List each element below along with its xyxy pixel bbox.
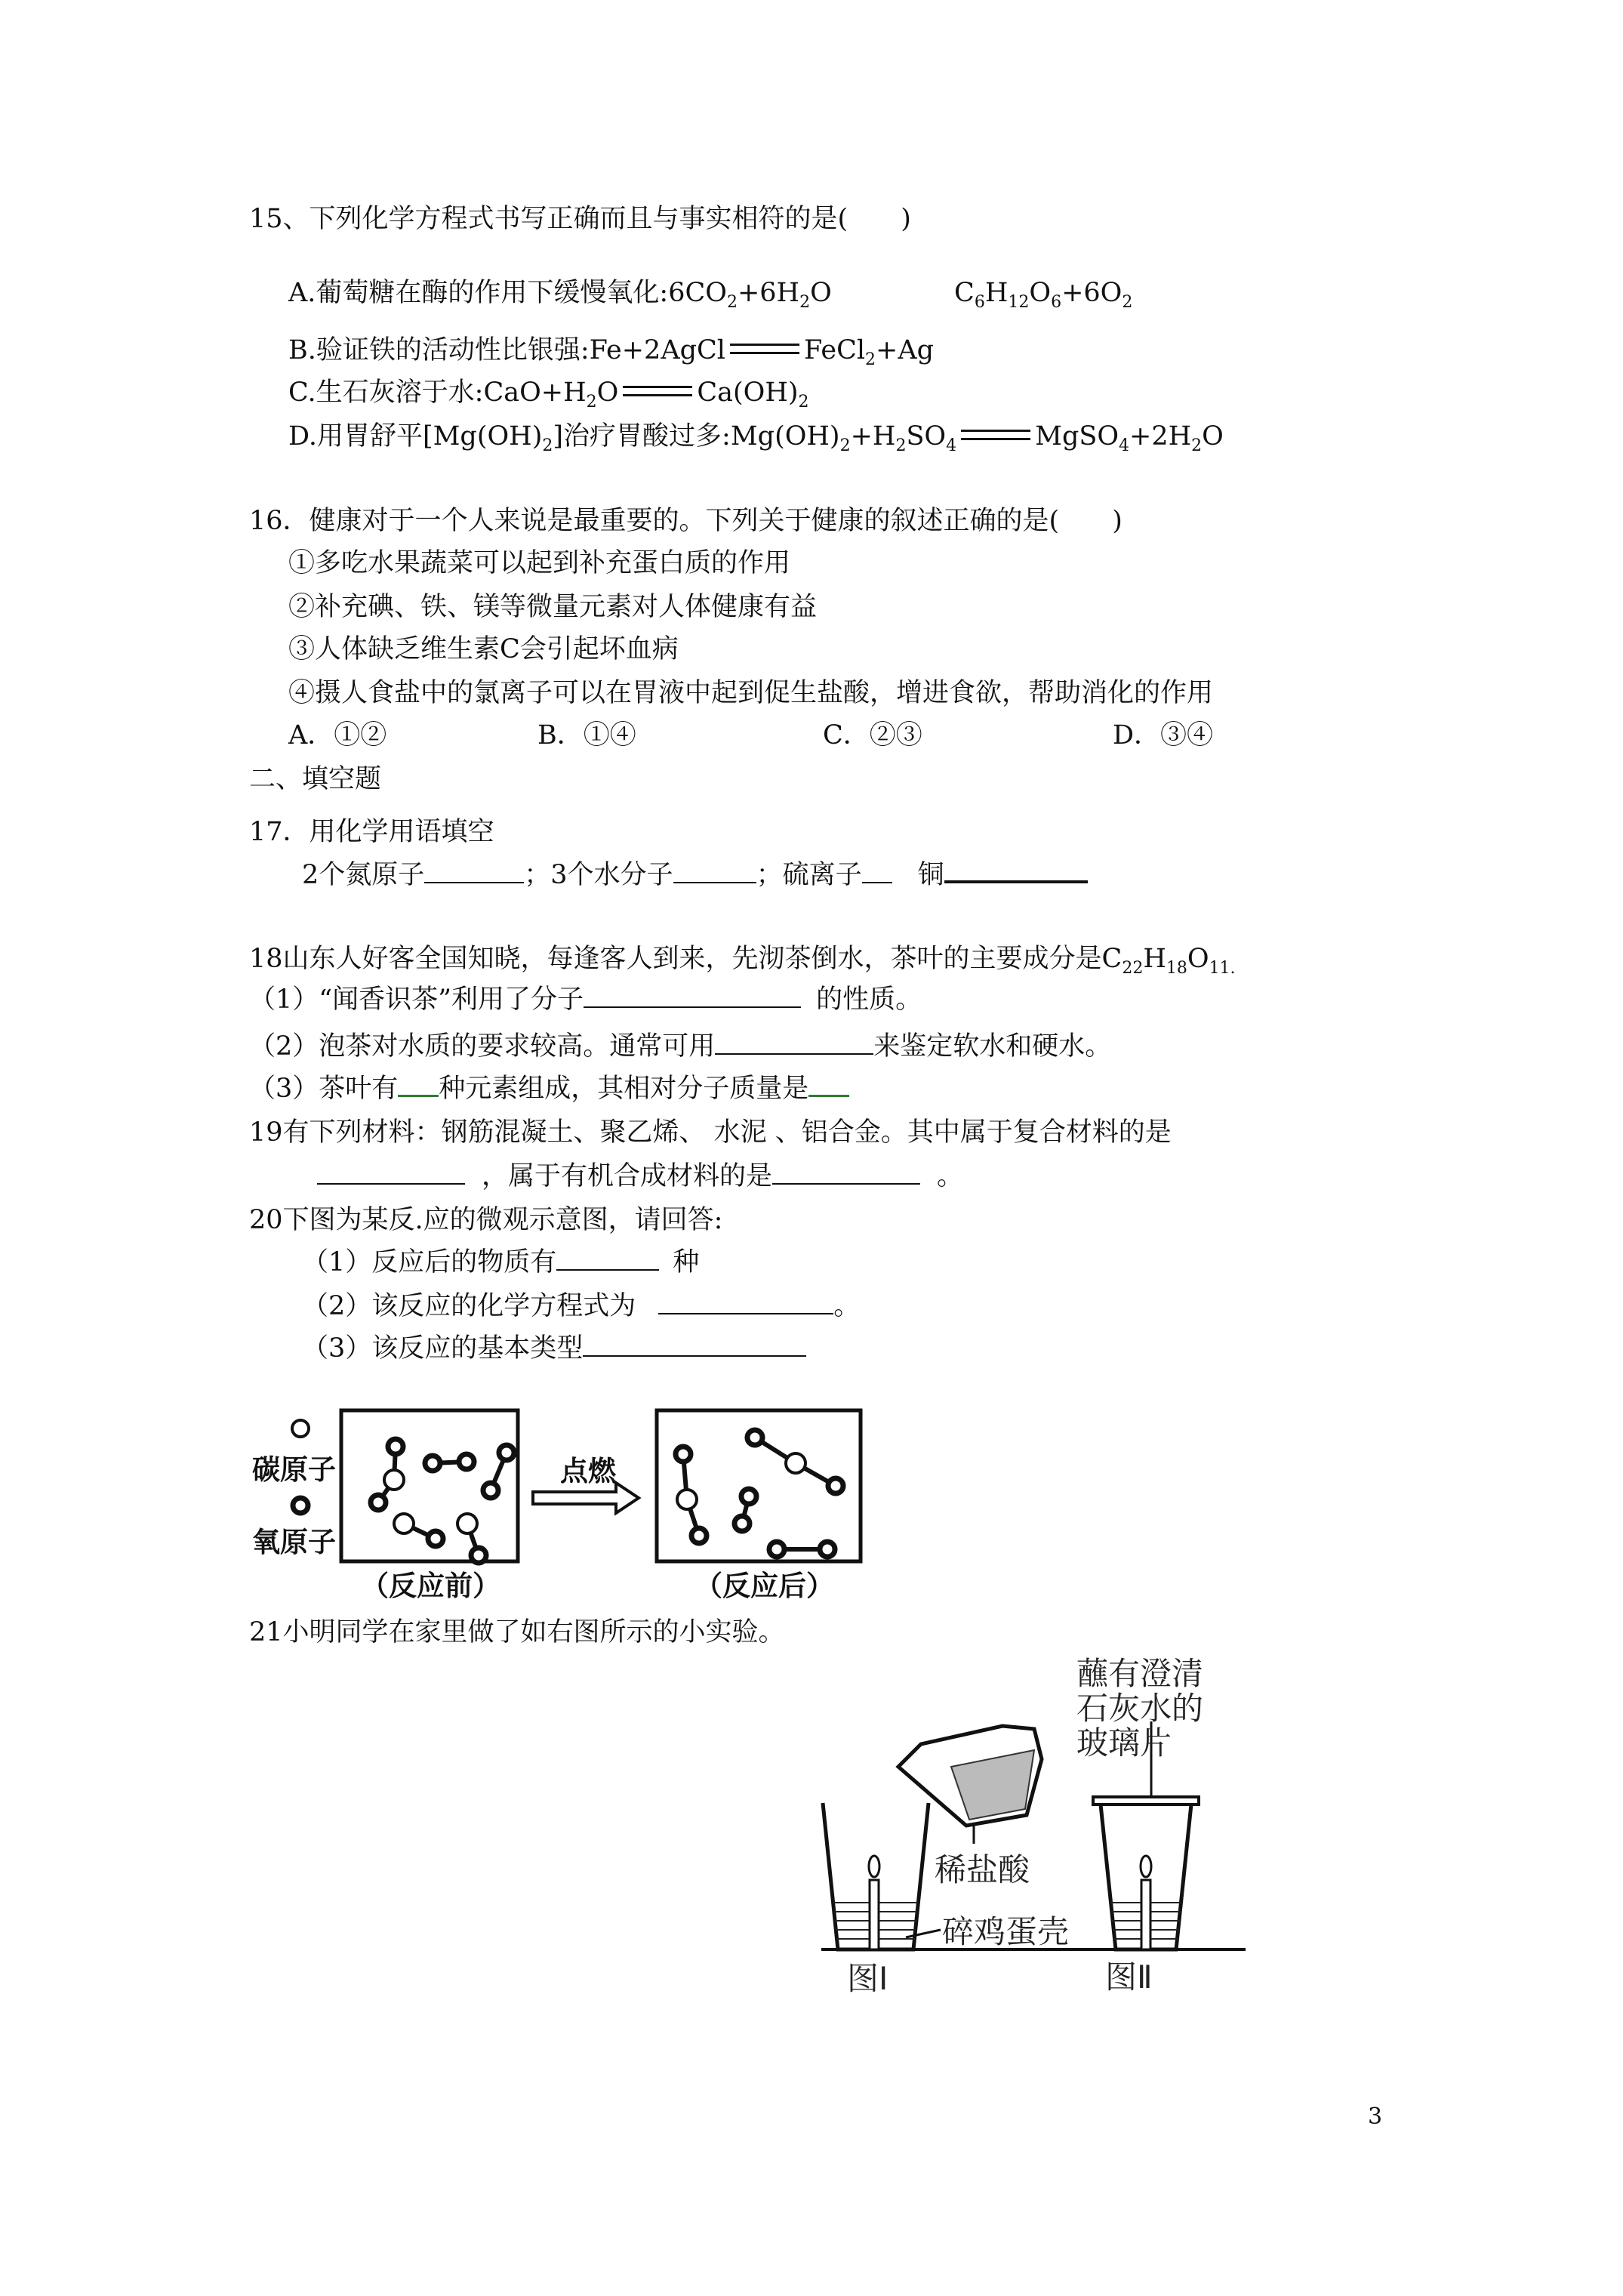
before-label: （反应前） <box>361 1570 500 1602</box>
q16-item-1: ①多吃水果蔬菜可以起到补充蛋白质的作用 <box>288 548 791 578</box>
q16-option-a: A．①② <box>288 720 387 750</box>
arrow-label: 点燃 <box>560 1455 616 1487</box>
answer-blank[interactable] <box>944 858 1088 883</box>
q20-line-3: （3）该反应的基本类型 <box>302 1332 806 1365</box>
q17-stem: 17．用化学用语填空 <box>249 817 494 847</box>
q15-a-product: C <box>954 278 975 308</box>
q16-item-4: ④摄人食盐中的氯离子可以在胃液中起到促生盐酸，增进食欲，帮助消化的作用 <box>288 678 1214 708</box>
figure-1-label: 图Ⅰ <box>847 1960 888 1997</box>
q15-option-c: C.生石灰溶于水$:CaO+H_2O$ $Ca(OH)_2$ <box>288 378 809 411</box>
page-number: 3 <box>1368 2103 1383 2130</box>
answer-blank[interactable] <box>583 1333 806 1357</box>
q15-a-mid2: O <box>810 278 832 308</box>
figure-2-label: 图Ⅱ <box>1105 1959 1153 1996</box>
acid-label: 稀盐酸 <box>935 1851 1030 1888</box>
q18-line-2: （2）泡茶对水质的要求较高。通常可用 来鉴定软水和硬水。 <box>249 1031 1112 1062</box>
q20-line-1: （1）反应后的物质有 种 <box>302 1247 700 1277</box>
q16-item-3: ③人体缺乏维生素C会引起坏血病 <box>288 634 679 664</box>
q15-option-d: D.用胃舒平$[Mg(OH)_2]$治疗胃酸过多$:Mg(OH)_2+H_2SO_4$ $MgSO_4+2H_2O$ <box>288 421 1224 455</box>
experiment-figure <box>808 1653 1291 2001</box>
q20-line-2: （2）该反应的化学方程式为 。 <box>302 1291 861 1321</box>
q15-a-mid1: +6H <box>737 278 800 308</box>
flame-icon <box>869 1856 879 1877</box>
answer-blank[interactable] <box>398 1072 439 1097</box>
q15-stem: 15、下列化学方程式书写正确而且与事实相符的是( ) <box>249 204 911 234</box>
answer-blank[interactable] <box>658 1290 833 1314</box>
equals-sign <box>961 430 1030 440</box>
oxygen-atom-icon <box>293 1498 308 1513</box>
q15-option-a: A.葡萄糖在酶的作用下缓慢氧化$:6CO_2+6H_2O$ $C_6H_{12}O_6+6O_2$ <box>288 278 1133 312</box>
q18-line-3: （3）茶叶有 种元素组成，其相对分子质量是 <box>249 1072 849 1105</box>
q20-stem: 20下图为某反.应的微观示意图，请回答: <box>249 1205 723 1235</box>
equals-sign <box>730 344 799 354</box>
q15-a-text: A.葡萄糖在酶的作用下缓慢氧化:6CO <box>288 278 727 308</box>
q19-line-2: ，属于有机合成材料的是 。 <box>317 1160 963 1193</box>
carbon-label: 碳原子 <box>252 1453 336 1486</box>
q17-blanks: 2个氮原子 ；3个水分子 ；硫离子 铜 <box>302 858 1088 892</box>
reaction-diagram <box>249 1404 876 1601</box>
glass-label-1: 蘸有澄清 <box>1076 1655 1204 1692</box>
equals-sign <box>623 386 692 396</box>
shell-label: 碎鸡蛋壳 <box>942 1913 1070 1950</box>
answer-blank[interactable] <box>808 1072 849 1097</box>
section-heading: 二、填空题 <box>249 764 382 794</box>
q16-option-d: D．③④ <box>1113 720 1214 750</box>
answer-blank[interactable] <box>862 859 892 883</box>
q15-option-b: B.验证铁的活动性比银强:Fe+2AgCl FeCl$_2$+Ag <box>288 335 935 369</box>
glass-plate <box>1093 1797 1199 1804</box>
q21-stem: 21小明同学在家里做了如右图所示的小实验。 <box>249 1617 785 1647</box>
glass-label-2: 石灰水的 <box>1076 1690 1204 1727</box>
glass-label-3: 玻璃片 <box>1076 1724 1172 1761</box>
answer-blank[interactable] <box>424 859 524 883</box>
q16-stem: 16．健康对于一个人来说是最重要的。下列关于健康的叙述正确的是( ) <box>249 506 1123 536</box>
q15-b-text: B.验证铁的活动性比银强:Fe+2AgCl <box>288 335 725 365</box>
q16-item-2: ②补充碘、铁、镁等微量元素对人体健康有益 <box>288 592 818 622</box>
after-label: （反应后） <box>694 1570 834 1602</box>
answer-blank[interactable] <box>556 1247 659 1271</box>
q19-stem: 19有下列材料：钢筋混凝土、聚乙烯、 水泥 、铝合金。其中属于复合材料的是 <box>249 1117 1172 1148</box>
flame-icon <box>1141 1856 1151 1877</box>
q16-option-c: C．②③ <box>823 720 922 750</box>
q15-c-text: C.生石灰溶于水:CaO+H <box>288 378 587 408</box>
carbon-atom-icon <box>292 1420 309 1437</box>
answer-blank[interactable] <box>715 1031 873 1055</box>
q15-d-text: D.用胃舒平[Mg(OH) <box>288 421 543 451</box>
q16-option-b: B．①④ <box>537 720 636 750</box>
q18-stem: 18山东人好客全国知晓，每逢客人到来，先沏茶倒水，茶叶的主要成分是$C_{22}H_{18}O_{11.}$ <box>249 944 1236 978</box>
q18-line-1: （1）“闻香识茶”利用了分子 的性质。 <box>249 985 922 1015</box>
answer-blank[interactable] <box>673 859 756 883</box>
answer-blank[interactable] <box>772 1160 920 1185</box>
oxygen-label: 氧原子 <box>252 1526 336 1558</box>
answer-blank[interactable] <box>317 1160 465 1185</box>
answer-blank[interactable] <box>584 984 801 1008</box>
